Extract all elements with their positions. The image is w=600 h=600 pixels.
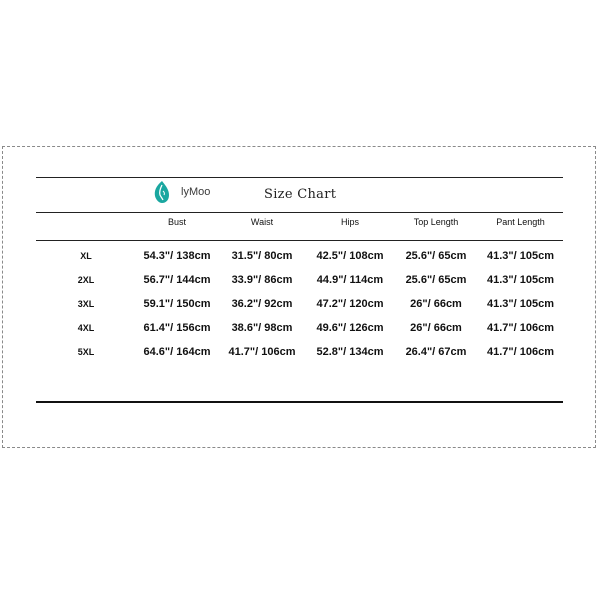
size-table (36, 210, 563, 364)
top-length-cell: 26"/ 66cm (410, 322, 462, 334)
size-cell: 4XL (77, 323, 95, 333)
hips-cell: 52.8"/ 134cm (316, 346, 384, 358)
bottom-rule (36, 401, 563, 403)
bust-cell: 56.7"/ 144cm (143, 274, 211, 286)
table-row (36, 268, 563, 292)
hips-cell: 44.9"/ 114cm (316, 274, 384, 286)
column-header-bust: Bust (167, 217, 186, 227)
brand-name: lyMoo (181, 186, 211, 198)
pant-length-cell: 41.3"/ 105cm (487, 298, 554, 310)
top-length-cell: 25.6"/ 65cm (405, 250, 467, 262)
size-cell: XL (80, 251, 92, 261)
hips-cell: 49.6"/ 126cm (316, 322, 384, 334)
chart-title: Size Chart (264, 187, 337, 202)
table-row (36, 316, 563, 340)
table-row (36, 292, 563, 316)
column-header-size (36, 210, 136, 234)
column-header-pant-length: Pant Length (496, 217, 545, 227)
top-length-cell: 25.6"/ 65cm (405, 274, 467, 286)
bust-cell: 54.3"/ 138cm (143, 250, 211, 262)
top-length-cell: 26"/ 66cm (410, 298, 462, 310)
table-row (36, 244, 563, 268)
top-length-cell: 26.4"/ 67cm (405, 346, 467, 358)
hips-cell: 42.5"/ 108cm (316, 250, 384, 262)
waist-cell: 33.9"/ 86cm (231, 274, 293, 286)
pant-length-cell: 41.7"/ 106cm (487, 322, 554, 334)
pant-length-cell: 41.3"/ 105cm (487, 274, 554, 286)
waist-cell: 31.5"/ 80cm (231, 250, 293, 262)
bust-cell: 61.4"/ 156cm (143, 322, 211, 334)
pant-length-cell: 41.7"/ 106cm (487, 346, 554, 358)
pant-length-cell: 41.3"/ 105cm (487, 250, 554, 262)
table-row (36, 340, 563, 364)
hips-cell: 47.2"/ 120cm (316, 298, 384, 310)
bust-cell: 64.6"/ 164cm (143, 346, 211, 358)
size-cell: 5XL (77, 347, 95, 357)
column-header-waist: Waist (250, 217, 274, 227)
column-header-hips: Hips (340, 217, 359, 227)
column-header-top-length: Top Length (413, 217, 459, 227)
waist-cell: 41.7"/ 106cm (228, 346, 296, 358)
waist-cell: 36.2"/ 92cm (231, 298, 293, 310)
bust-cell: 59.1"/ 150cm (143, 298, 211, 310)
top-rule (36, 177, 563, 178)
size-cell: 2XL (77, 275, 95, 285)
leaf-face-icon (153, 180, 171, 204)
waist-cell: 38.6"/ 98cm (231, 322, 293, 334)
size-cell: 3XL (77, 299, 95, 309)
header-row (36, 210, 563, 234)
